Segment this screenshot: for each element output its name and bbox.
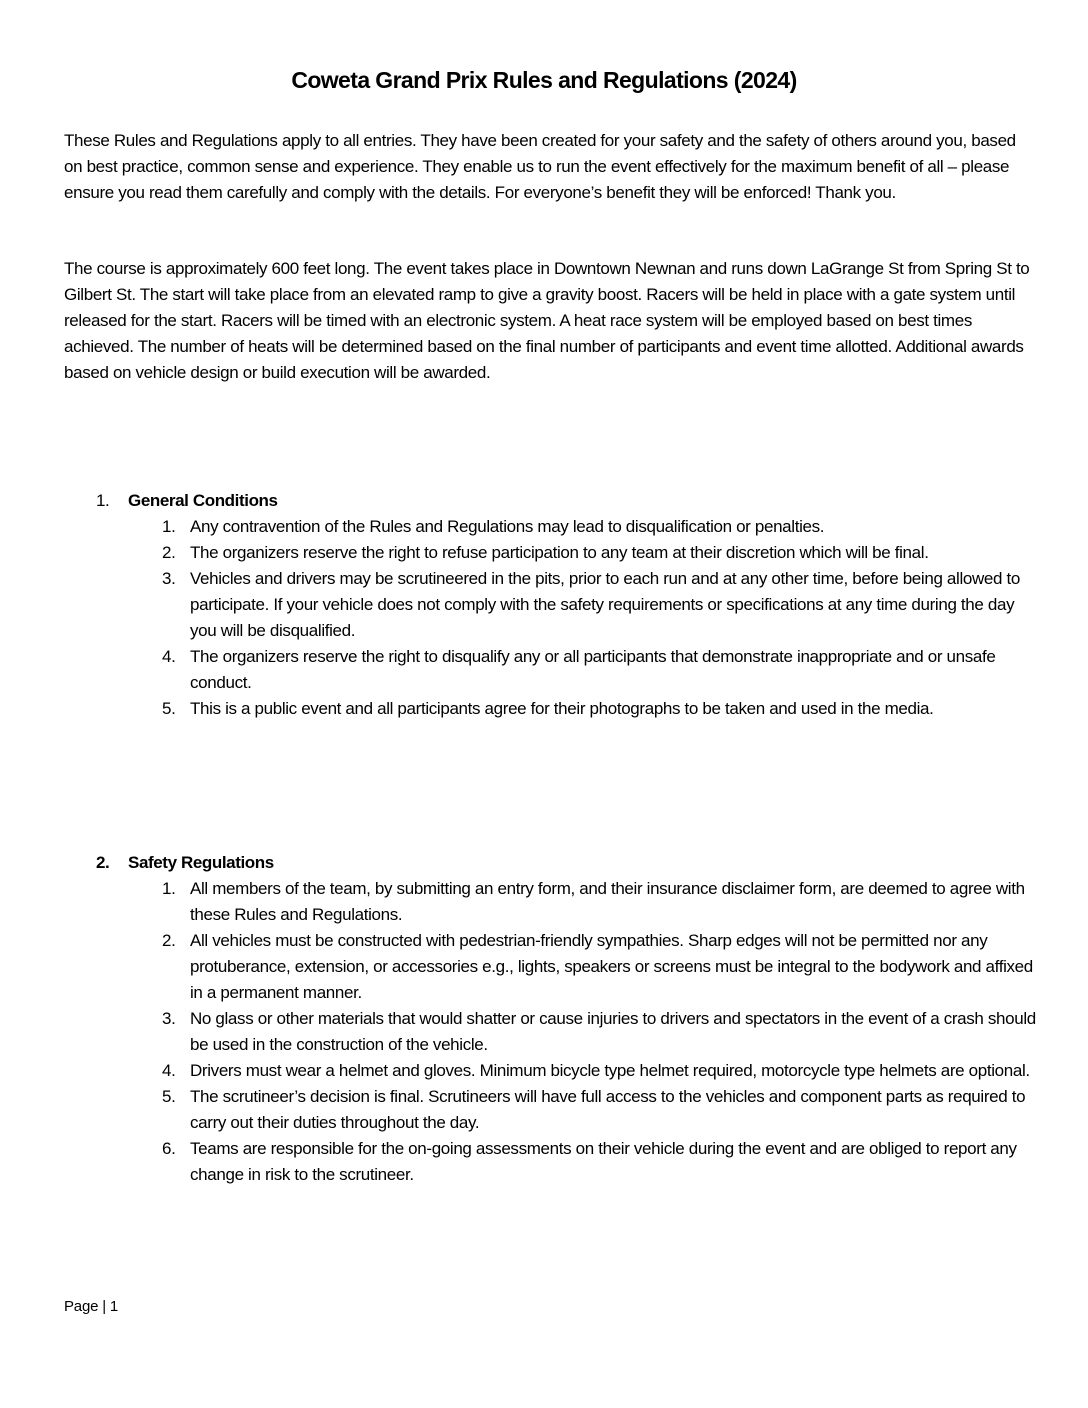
item-number: 3. bbox=[162, 569, 176, 588]
list-item bbox=[96, 876, 1036, 928]
item-text: Drivers must wear a helmet and gloves. Minimum bicycle type helmet required, motorcycle type helmets are optional. bbox=[190, 1061, 1030, 1080]
item-text: All vehicles must be constructed with pedestrian-friendly sympathies. Sharp edges will not be permitted nor any protuberance, extension, or accessories e.g., lights, speakers or screens must be integral to the bodywork and affixed in a permanent manner. bbox=[190, 931, 1033, 1002]
item-number: 2. bbox=[162, 931, 176, 950]
section-item-list bbox=[96, 514, 1036, 722]
item-number: 2. bbox=[162, 543, 176, 562]
item-number: 5. bbox=[162, 1087, 176, 1106]
item-number: 1. bbox=[162, 517, 176, 536]
list-item bbox=[96, 566, 1036, 644]
item-number: 1. bbox=[162, 879, 176, 898]
section-title: Safety Regulations bbox=[128, 853, 274, 872]
item-number: 6. bbox=[162, 1139, 176, 1158]
section-heading bbox=[96, 850, 1036, 876]
course-paragraph: The course is approximately 600 feet long. The event takes place in Downtown Newnan and runs down LaGrange St from Spring St to Gilbert St. The start will take place from an elevated ramp to give a gravity boost. Racers will be held in place with a gate system until released for the start. Racers will be timed with an electronic system. A heat race system will be employed based on best times achieved. The number of heats will be determined based on the final number of participants and event time allotted. Additional awards based on vehicle design or build execution will be awarded. bbox=[64, 259, 1030, 382]
item-text: The organizers reserve the right to refuse participation to any team at their discretion which will be final. bbox=[190, 543, 929, 562]
list-item bbox=[96, 1058, 1036, 1084]
section-title: General Conditions bbox=[128, 491, 278, 510]
section-general-conditions bbox=[96, 488, 1036, 722]
list-item bbox=[96, 644, 1036, 696]
intro-paragraph: These Rules and Regulations apply to all entries. They have been created for your safety and the safety of others around you, based on best practice, common sense and experience. They enable us to run the event effectively for the maximum benefit of all – please ensure you read them carefully and comply with the details. For everyone’s benefit they will be enforced! Thank you. bbox=[64, 131, 1016, 202]
item-text: Vehicles and drivers may be scrutineered in the pits, prior to each run and at any other time, before being allowed to participate. If your vehicle does not comply with the safety requirements or specifications at any time during the day you will be disqualified. bbox=[190, 569, 1020, 640]
list-item bbox=[96, 928, 1036, 1006]
section-item-list bbox=[96, 876, 1036, 1188]
item-text: The scrutineer’s decision is final. Scrutineers will have full access to the vehicles and component parts as required to carry out their duties throughout the day. bbox=[190, 1087, 1026, 1132]
list-item bbox=[96, 540, 1036, 566]
section-safety-regulations bbox=[96, 850, 1036, 1188]
item-number: 5. bbox=[162, 699, 176, 718]
section-number: 2. bbox=[96, 853, 110, 872]
section-heading bbox=[96, 488, 1036, 514]
list-item bbox=[96, 696, 1036, 722]
item-text: This is a public event and all participants agree for their photographs to be taken and used in the media. bbox=[190, 699, 934, 718]
item-number: 4. bbox=[162, 647, 176, 666]
section-number: 1. bbox=[96, 491, 110, 510]
item-text: No glass or other materials that would shatter or cause injuries to drivers and spectators in the event of a crash should be used in the construction of the vehicle. bbox=[190, 1009, 1036, 1054]
list-item bbox=[96, 1084, 1036, 1136]
list-item bbox=[96, 514, 1036, 540]
item-text: The organizers reserve the right to disqualify any or all participants that demonstrate inappropriate and or unsafe conduct. bbox=[190, 647, 996, 692]
document-title: Coweta Grand Prix Rules and Regulations (2024) bbox=[291, 67, 797, 93]
item-number: 3. bbox=[162, 1009, 176, 1028]
item-text: Teams are responsible for the on-going assessments on their vehicle during the event and are obliged to report any change in risk to the scrutineer. bbox=[190, 1139, 1017, 1184]
item-number: 4. bbox=[162, 1061, 176, 1080]
item-text: All members of the team, by submitting an entry form, and their insurance disclaimer form, are deemed to agree with these Rules and Regulations. bbox=[190, 879, 1025, 924]
list-item bbox=[96, 1136, 1036, 1188]
list-item bbox=[96, 1006, 1036, 1058]
item-text: Any contravention of the Rules and Regulations may lead to disqualification or penalties. bbox=[190, 517, 825, 536]
page-footer: Page | 1 bbox=[64, 1298, 119, 1315]
